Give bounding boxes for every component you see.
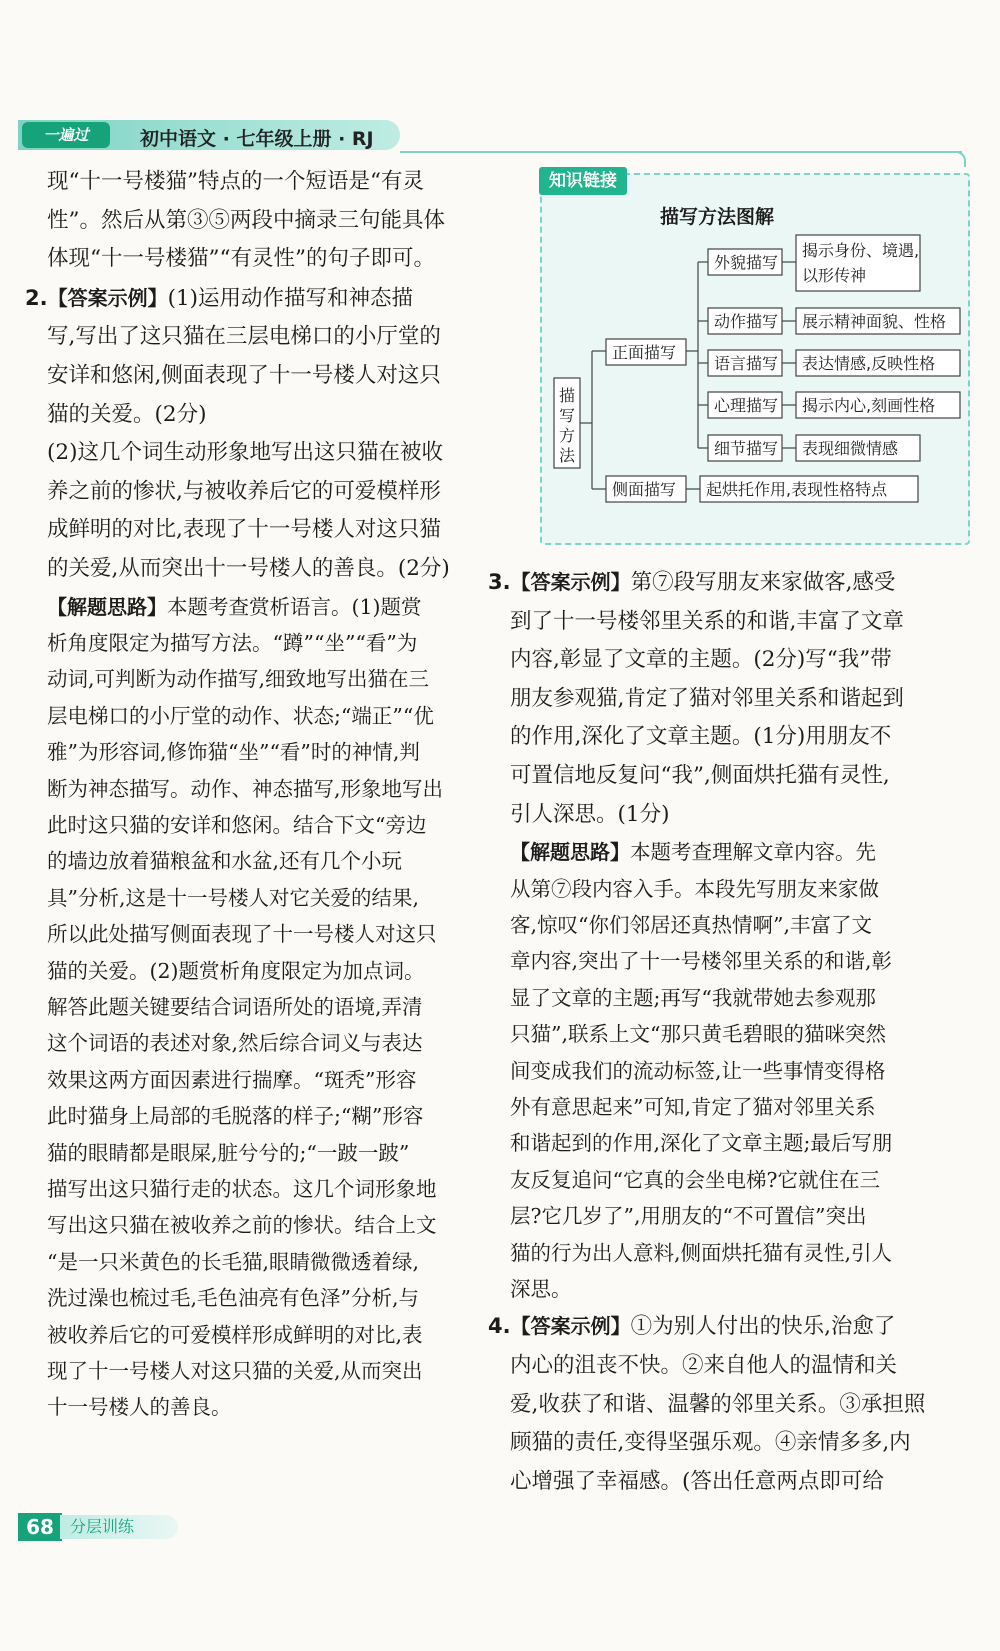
- q2-answer-line: 写,写出了这只猫在三层电梯口的小厅堂的: [47, 324, 441, 350]
- q4-number: 4.: [488, 1314, 511, 1339]
- q3-think-line: 和谐起到的作用,深化了文章主题;最后写朋: [510, 1131, 893, 1156]
- item-label: 心理描写: [714, 396, 779, 415]
- book-title: 初中语文 · 七年级上册 · RJ: [140, 128, 374, 150]
- intro-line: 性”。然后从第③⑤两段中摘录三句能具体: [47, 207, 445, 233]
- q3-answer-line: 可置信地反复问“我”,侧面烘托猫有灵性,: [510, 762, 890, 788]
- item-label: 细节描写: [714, 439, 779, 458]
- header-divider: [400, 151, 962, 153]
- q2-think-line: 断为神态描写。动作、神态描写,形象地写出: [47, 776, 444, 801]
- description-methods-diagram: [540, 173, 966, 541]
- q3-think-line: 层?它几岁了”,用朋友的“不可置信”突出: [510, 1204, 867, 1229]
- desc-text: 展示精神面貌、性格: [802, 312, 947, 331]
- q2-part2-line: 成鲜明的对比,表现了十一号楼人对这只猫: [47, 517, 441, 543]
- q4-answer-line: 内心的沮丧不快。②来自他人的温情和关: [510, 1353, 898, 1379]
- item-label: 外貌描写: [714, 253, 779, 272]
- left-column: [25, 163, 492, 1426]
- q2-part2-line: (2)这几个词生动形象地写出这只猫在被收: [47, 440, 443, 466]
- desc-text: 表达情感,反映性格: [802, 354, 936, 373]
- q2-think-first: [47, 589, 492, 625]
- desc-text: 揭示身份、境遇,: [802, 241, 920, 260]
- q2-think-line: 层电梯口的小厅堂的动作、状态;“端正”“优: [47, 703, 434, 728]
- diagram-title: 描写方法图解: [660, 206, 775, 228]
- q2-think-line: 十一号楼人的善良。: [47, 1395, 232, 1420]
- header-divider-corner: [952, 151, 966, 167]
- q2-answer-first: [25, 279, 492, 319]
- q2-think-text: 本题考查赏析语言。(1)题赏: [167, 594, 422, 619]
- q3-think-first: [510, 834, 965, 870]
- q3-think-line: 友反复追问“它真的会坐电梯?它就住在三: [510, 1167, 880, 1192]
- q2-think-line: 描写出这只猫行走的状态。这几个词形象地: [47, 1177, 437, 1202]
- q2-answer-line: 安详和悠闲,侧面表现了十一号楼人对这只: [47, 362, 441, 388]
- q2-answer-text: (1)运用动作描写和神态描: [167, 285, 414, 311]
- q2-number: 2.: [25, 285, 48, 310]
- q4-answer-first: [488, 1307, 965, 1347]
- q3-answer-line: 朋友参观猫,肯定了猫对邻里关系和谐起到: [510, 685, 904, 711]
- q2-part2-line: 的关爱,从而突出十一号楼人的善良。(2分): [47, 555, 450, 581]
- q3-think-line: 章内容,突出了十一号楼邻里关系的和谐,彰: [510, 949, 893, 974]
- q2-think-line: 解答此题关键要结合词语所处的语境,弄清: [47, 995, 423, 1019]
- q2-think-line: 析角度限定为描写方法。“蹲”“坐”“看”为: [47, 630, 418, 655]
- q4-answer-tag: 【答案示例】: [510, 1314, 631, 1339]
- q4-answer-text: ①为别人付出的快乐,治愈了: [630, 1314, 896, 1340]
- knowledge-label: 知识链接: [539, 167, 627, 195]
- q2-answer-tag: 【答案示例】: [47, 285, 168, 310]
- q2-think-line: 洗过澡也梳过毛,毛色油亮有色泽”分析,与: [47, 1286, 420, 1311]
- q2-think-line: 雅”为形容词,修饰猫“坐”“看”时的神情,判: [47, 740, 420, 765]
- q2-think-line: 被收养后它的可爱模样形成鲜明的对比,表: [47, 1322, 423, 1347]
- q3-think-line: 外有意思起来”可知,肯定了猫对邻里关系: [510, 1095, 876, 1119]
- q3-think-tag: 【解题思路】: [510, 840, 630, 865]
- q2-think-tag: 【解题思路】: [47, 594, 167, 619]
- q2-think-line: 所以此处描写侧面表现了十一号楼人对这只: [47, 922, 437, 947]
- intro-line: 现“十一号楼猫”特点的一个短语是“有灵: [47, 169, 424, 194]
- q3-think-line: 客,惊叹“你们邻居还真热情啊”,丰富了文: [510, 912, 872, 937]
- desc-text: 以形传神: [802, 266, 867, 285]
- q3-think-line: 猫的行为出人意料,侧面烘托猫有灵性,引人: [510, 1240, 893, 1265]
- q3-think-text: 本题考查理解文章内容。先: [630, 840, 876, 865]
- item-label: 语言描写: [714, 354, 779, 373]
- item-label: 动作描写: [714, 312, 779, 331]
- series-logo: 一遍过: [22, 122, 110, 148]
- q2-think: [47, 589, 492, 1426]
- root-char: 方: [559, 426, 576, 445]
- q3-think-line: 间变成我们的流动标签,让一些事情变得格: [510, 1058, 886, 1083]
- q2-think-line: “是一只米黄色的长毛猫,眼睛微微透着绿,: [47, 1249, 420, 1274]
- q3-answer-line: 引人深思。(1分): [510, 801, 670, 827]
- desc-text: 表现细微情感: [802, 439, 899, 458]
- q2-think-line: 现了十一号楼人对这只猫的关爱,从而突出: [47, 1359, 423, 1384]
- page-number: 68: [18, 1513, 62, 1541]
- q2-think-line: 此时猫身上局部的毛脱落的样子;“糊”形容: [47, 1104, 424, 1129]
- front-label: 正面描写: [612, 343, 677, 362]
- q3-think-line: 只猫”,联系上文“那只黄毛碧眼的猫咪突然: [510, 1022, 886, 1047]
- q3-answer-line: 内容,彰显了文章的主题。(2分)写“我”带: [510, 647, 892, 673]
- q3-think-line: 显了文章的主题;再写“我就带她去参观那: [510, 985, 876, 1010]
- q2-think-line: 此时这只猫的安详和悠闲。结合下文“旁边: [47, 812, 427, 837]
- side-desc: 起烘托作用,表现性格特点: [706, 480, 888, 499]
- q2-think-line: 猫的眼睛都是眼屎,脏兮兮的;“一跛一跛”: [47, 1140, 410, 1165]
- q2-think-line: 写出这只猫在被收养之前的惨状。结合上文: [47, 1213, 437, 1238]
- q2-think-line: 猫的关爱。(2)题赏析角度限定为加点词。: [47, 958, 425, 983]
- q3-answer-tag: 【答案示例】: [510, 570, 631, 594]
- q2-think-line: 这个词语的表述对象,然后综合词义与表达: [47, 1031, 423, 1056]
- right-column: [488, 563, 965, 1501]
- side-label: 侧面描写: [612, 480, 677, 499]
- q2-think-line: 效果这两方面因素进行揣摩。“斑秃”形容: [47, 1067, 417, 1092]
- q2-think-line: 具”分析,这是十一号楼人对它关爱的结果,: [47, 885, 420, 910]
- q3-answer-text: 第⑦段写朋友来家做客,感受: [630, 570, 896, 595]
- section-label: 分层训练: [60, 1515, 178, 1539]
- q4-answer-line: 顾猫的责任,变得坚强乐观。④亲情多多,内: [510, 1430, 911, 1456]
- q4-answer-line: 心增强了幸福感。(答出任意两点即可给: [510, 1468, 884, 1494]
- q2-think-line: 动词,可判断为动作描写,细致地写出猫在三: [47, 667, 430, 692]
- intro-line: 体现“十一号楼猫”“有灵性”的句子即可。: [47, 246, 435, 272]
- desc-text: 揭示内心,刻画性格: [802, 396, 936, 415]
- q3-think-line: 从第⑦段内容入手。本段先写朋友来家做: [510, 876, 879, 901]
- q4-answer-line: 爱,收获了和谐、温馨的邻里关系。③承担照: [510, 1391, 926, 1417]
- q3-answer-first: [488, 563, 965, 603]
- root-char: 法: [559, 446, 576, 465]
- root-char: 写: [559, 406, 576, 425]
- q2-answer-line: 猫的关爱。(2分): [47, 401, 207, 427]
- q2-think-line: 的墙边放着猫粮盆和水盆,还有几个小玩: [47, 849, 403, 874]
- q3-think-line: 深思。: [510, 1277, 572, 1302]
- q2-part2-line: 养之前的惨状,与被收养后它的可爱模样形: [47, 478, 441, 504]
- root-char: 描: [559, 386, 576, 405]
- q3-answer-line: 的作用,深化了文章主题。(1分)用朋友不: [510, 724, 892, 750]
- q3-answer-line: 到了十一号楼邻里关系的和谐,丰富了文章: [510, 608, 904, 634]
- q3-think: [510, 834, 965, 1307]
- q3-number: 3.: [488, 570, 511, 594]
